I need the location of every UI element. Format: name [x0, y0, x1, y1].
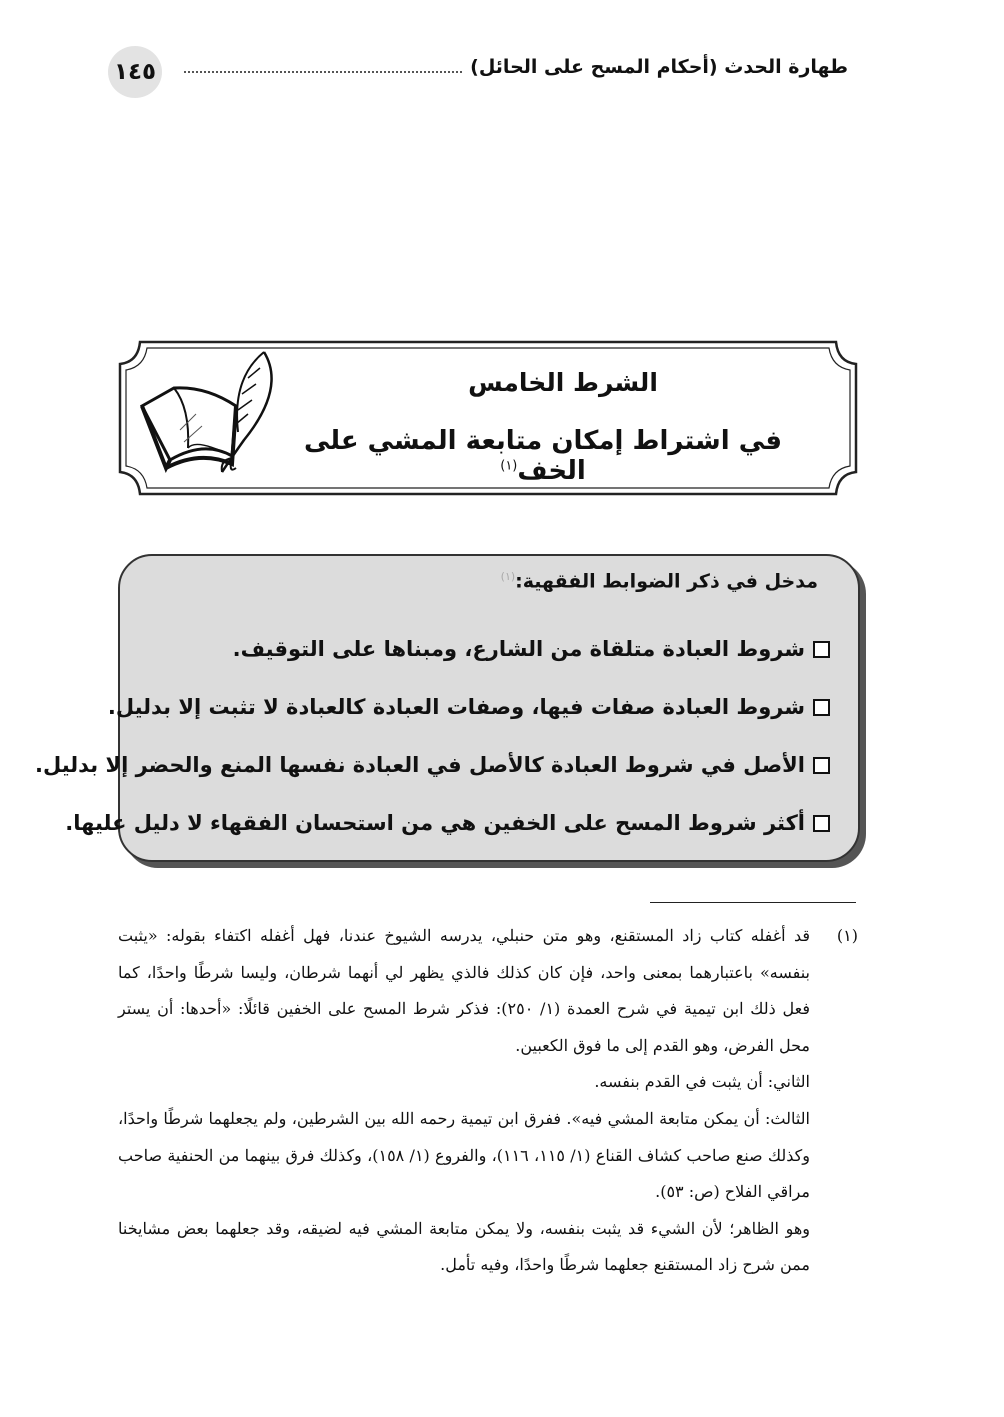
- chapter-subtitle: [266, 426, 820, 486]
- footnote-ref: (١): [500, 458, 518, 474]
- rules-heading: [501, 570, 818, 592]
- book-quill-icon: [136, 348, 276, 478]
- rule-text: شروط العبادة متلقاة من الشارع، ومبناها على التوقيف.: [232, 637, 805, 661]
- rule-text: الأصل في شروط العبادة كالأصل في العبادة نفسها المنع والحضر إلا بدليل.: [34, 753, 805, 777]
- footnote-separator: [650, 902, 856, 903]
- checkbox-icon: [813, 699, 830, 716]
- rule-item: [140, 620, 830, 678]
- checkbox-icon: [813, 641, 830, 658]
- fiqh-rules-box: [34, 554, 860, 862]
- footnote-marker: (١): [836, 926, 858, 945]
- footnote-paragraph: قد أغفله كتاب زاد المستقنع، وهو متن حنبلي، يدرسه الشيوخ عندنا، فهل أغفله اكتفاء بقوله: «يثبت بنفسه» باعتبارهما بمعنى واحد، فإن كان كذلك فالذي يظهر لي أنهما شرطان، وليسا شرطًا واحدًا، كما فعل ذلك ابن تيمية في شرح العمدة (١/ ٢٥٠): فذكر شرط المسح على الخفين قائلًا: «أحدها: أن يستر محل الفرض، وهو القدم إلى ما فوق الكعبين.: [118, 926, 810, 1055]
- footnote-ref: (١): [500, 570, 516, 583]
- running-title-text: طهارة الحدث (أحكام المسح على الحائل): [470, 56, 848, 78]
- checkbox-icon: [813, 757, 830, 774]
- rule-text: أكثر شروط المسح على الخفين هي من استحسان الفقهاء لا دليل عليها.: [65, 811, 805, 835]
- chapter-title-frame: [116, 338, 860, 498]
- rule-item: [65, 794, 830, 852]
- checkbox-icon: [813, 815, 830, 832]
- running-title: [176, 56, 848, 78]
- rules-heading-text: مدخل في ذكر الضوابط الفقهية:: [515, 570, 818, 593]
- page-number: ١٤٥: [108, 46, 162, 98]
- footnote-paragraph: الثالث: أن يمكن متابعة المشي فيه». ففرق ابن تيمية رحمه الله بين الشرطين، ولم يجعلهما شرطًا واحدًا، وكذلك صنع صاحب كشاف القناع (١/ ١١٥، ١١٦)، والفروع (١/ ١٥٨)، وكذلك فرق بينهما من الحنفية صاحب مراقي الفلاح (ص: ٥٣).: [118, 1108, 811, 1202]
- page-header: [108, 44, 848, 100]
- footnote-paragraph: وهو الظاهر؛ لأن الشيء قد يثبت بنفسه، ولا يمكن متابعة المشي فيه لضيقه، وقد جعلهما بعض مشايخنا ممن شرح زاد المستقنع جعلهما شرطًا واحدًا، وفيه تأمل.: [118, 1218, 810, 1275]
- rule-item: [107, 678, 830, 736]
- footnotes: [118, 918, 858, 1284]
- rule-item: [34, 736, 830, 794]
- dotted-leader: [184, 71, 462, 73]
- footnote-paragraph: الثاني: أن يثبت في القدم بنفسه.: [594, 1072, 810, 1092]
- chapter-title: الشرط الخامس: [468, 368, 658, 397]
- chapter-subtitle-text: في اشتراط إمكان متابعة المشي على الخف: [303, 426, 783, 486]
- rule-text: شروط العبادة صفات فيها، وصفات العبادة كالعبادة لا تثبت إلا بدليل.: [107, 695, 805, 719]
- rules-list: [34, 620, 830, 852]
